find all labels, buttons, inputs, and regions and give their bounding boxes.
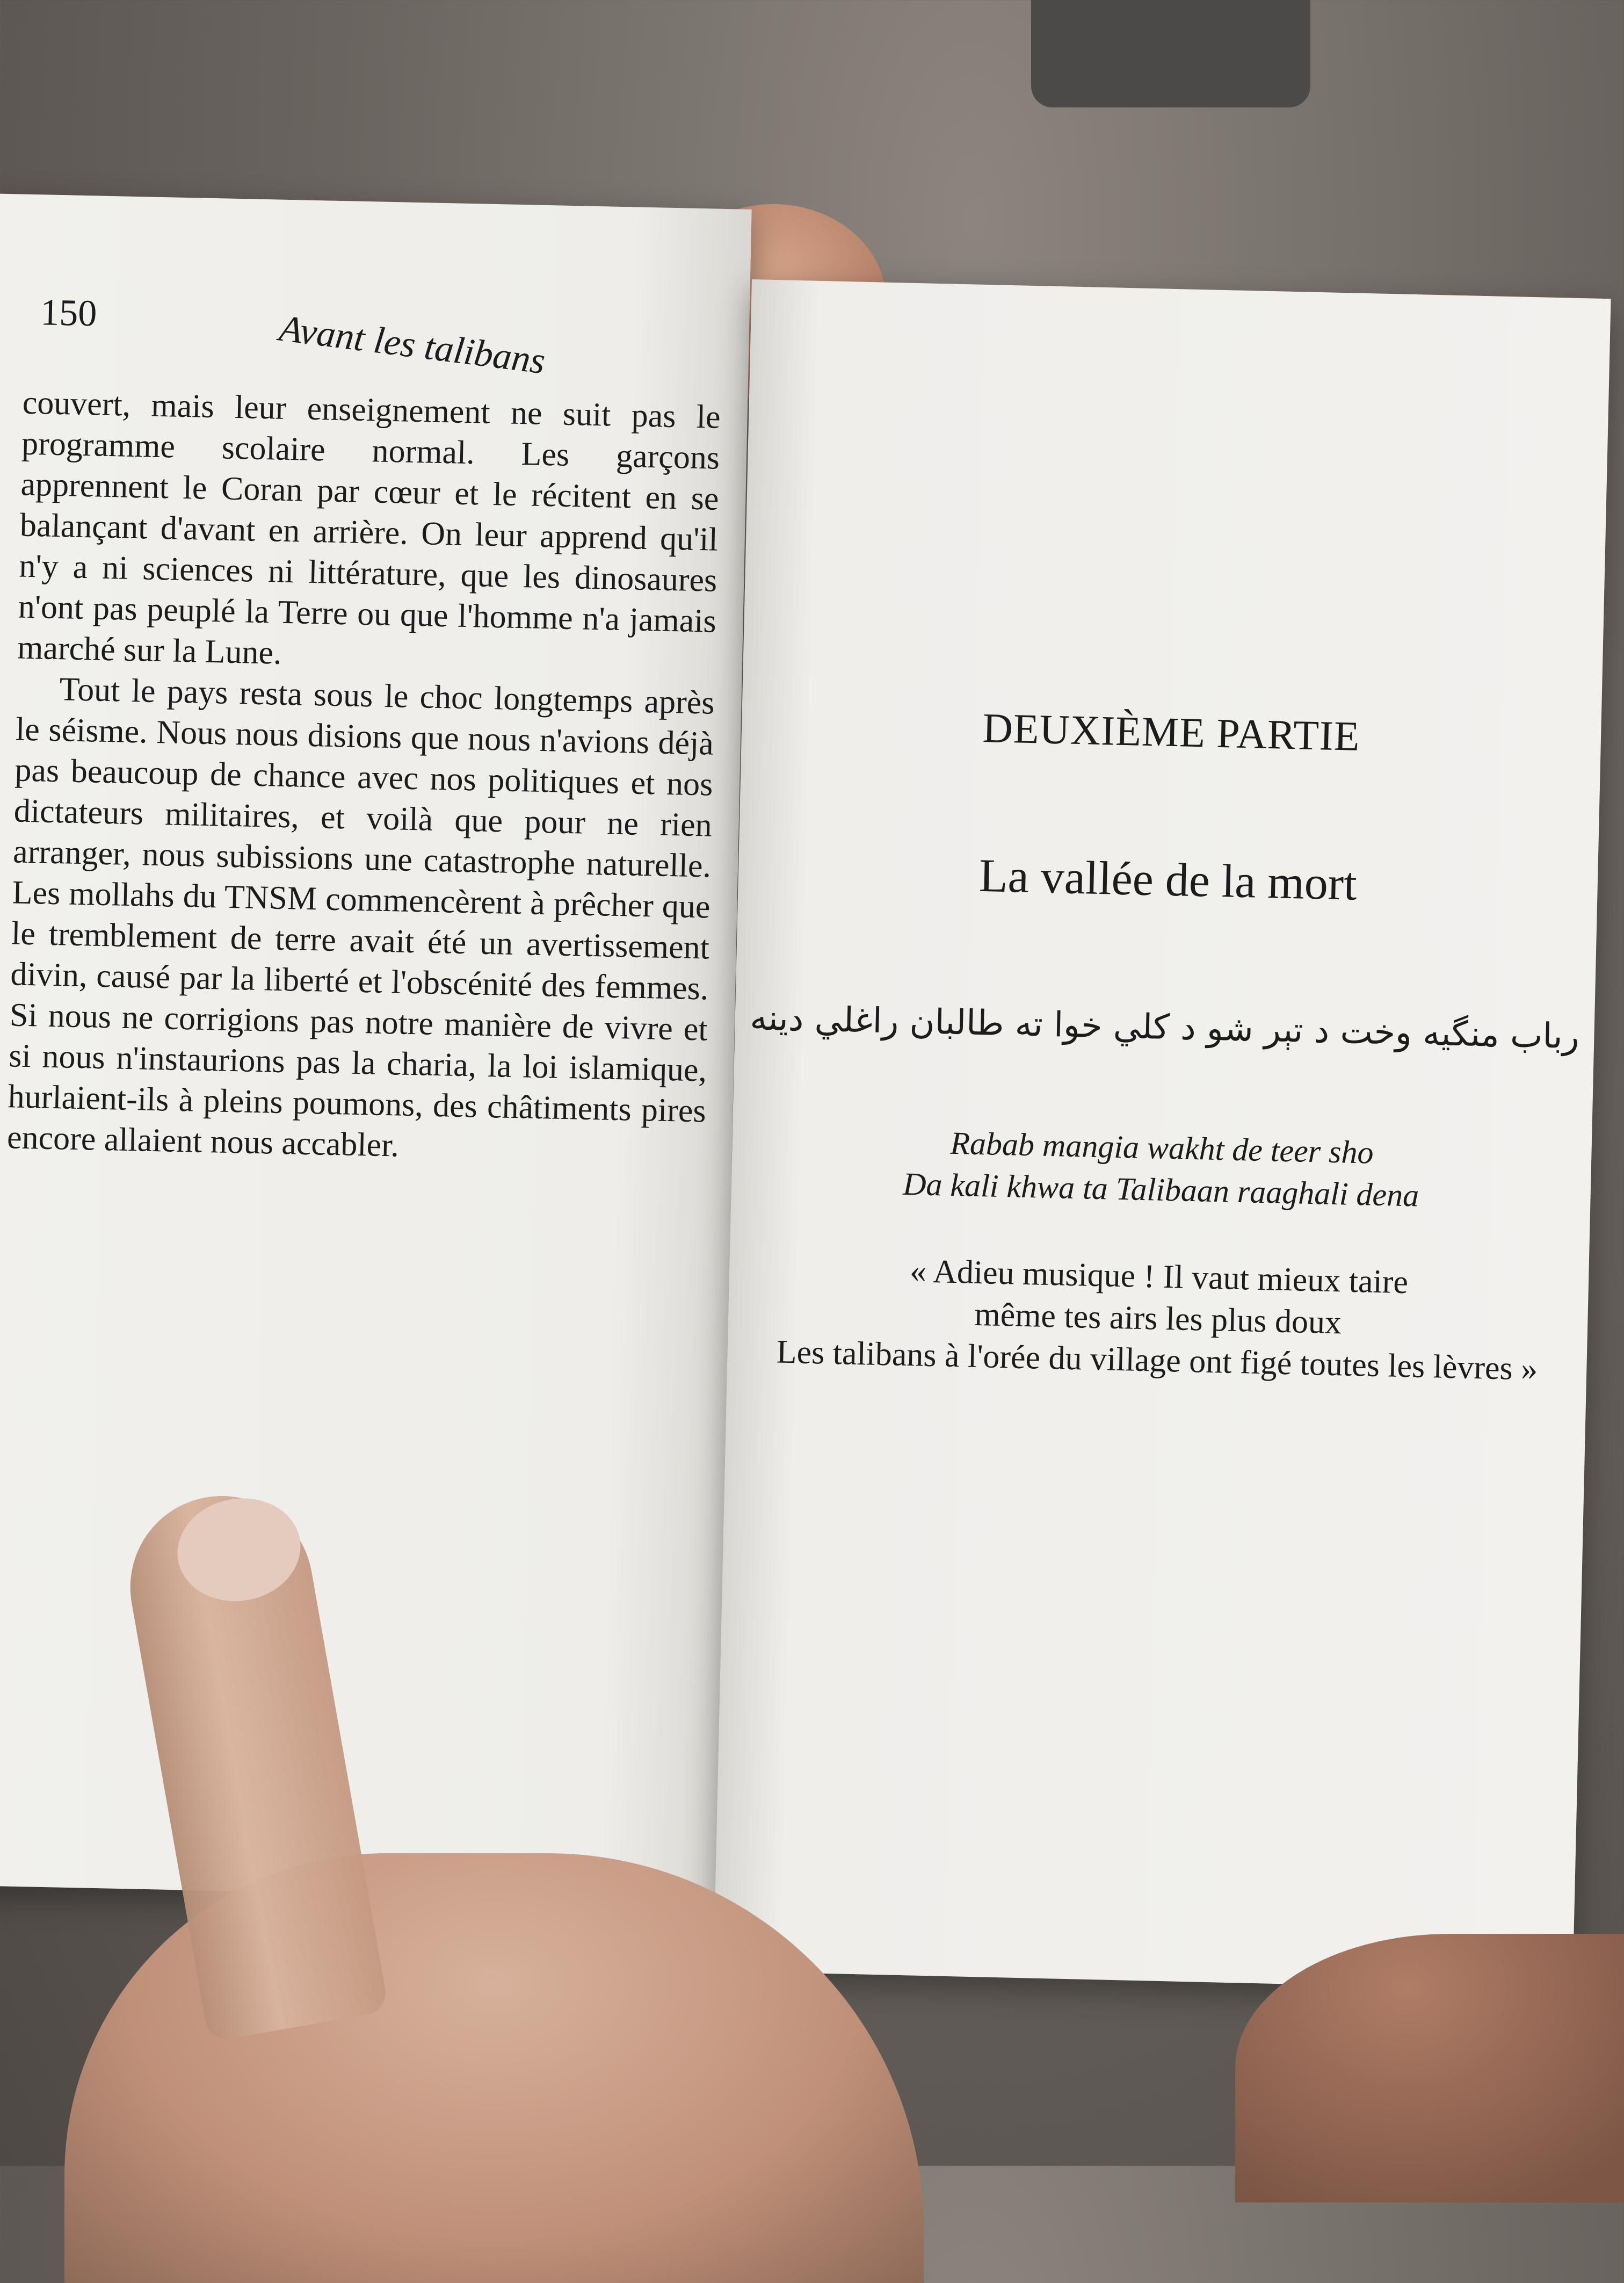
arabic-epigraph: رباب منگیه وخت د تېر شو د کلي خوا ته طالبان راغلي دينه: [749, 998, 1580, 1057]
transliteration: [731, 1117, 1592, 1220]
translation-line: Les talibans à l'orée du village ont figé toutes les lèvres »: [776, 1333, 1539, 1388]
translation: [727, 1246, 1589, 1391]
translation-line: « Adieu musique ! Il vaut mieux taire: [909, 1253, 1409, 1301]
transliteration-line: Da kali khwa ta Talibaan raaghali dena: [902, 1166, 1419, 1213]
paragraph-1: couvert, mais leur enseignement ne suit pas le programme scolaire normal. Les garçons apprennent le Coran par cœur et le récitent en se balançant d'avant en arrière. On leur apprend qu'il n'y a ni sciences ni littérature, que les dinosaures n'ont pas peuplé la Terre ou que l'homme n'a jamais marché sur la Lune.: [17, 384, 721, 671]
body-text: [6, 382, 721, 1173]
paragraph-2: Tout le pays resta sous le choc longtemps après le séisme. Nous nous disions que nous n'avions déjà pas beaucoup de chance avec nos politiques et nos dictateurs militaires, et voilà que pour ne rien arranger, nous subissions une catastrophe naturelle. Les mollahs du TNSM commencèrent à prêcher que le tremblement de terre avait été un avertissement divin, causé par la liberté et l'obscénité des femmes. Si nous ne corrigions pas notre manière de vivre et si nous n'instaurions pas la charia, la loi islamique, hurlaient-ils à pleins poumons, des châtiments pires encore allaient nous accabler.: [6, 671, 715, 1164]
running-title: Avant les talibans: [277, 307, 548, 382]
bath-faucet: [1031, 0, 1310, 107]
transliteration-line: Rabab mangia wakht de teer sho: [949, 1125, 1374, 1171]
right-book-page: [714, 279, 1611, 1990]
part-title: DEUXIÈME PARTIE: [982, 704, 1361, 760]
page-number: 150: [40, 292, 98, 335]
translation-line: même tes airs les plus doux: [974, 1296, 1342, 1341]
left-book-page: [0, 193, 752, 1901]
chapter-title: La vallée de la mort: [978, 849, 1358, 911]
